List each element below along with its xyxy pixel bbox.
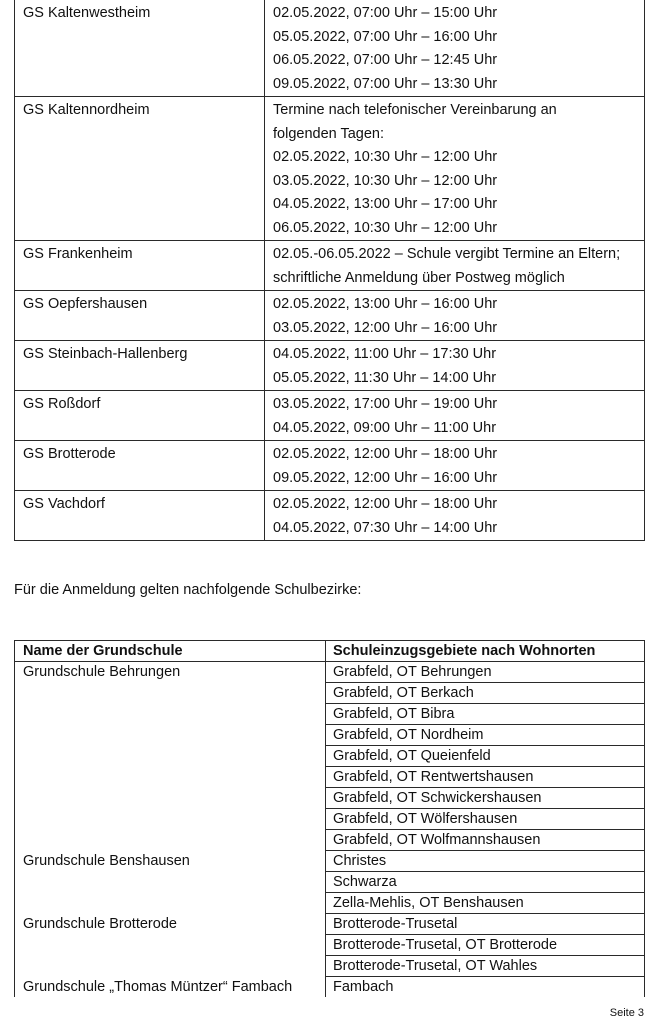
district-location: Grabfeld, OT Bibra (326, 704, 644, 725)
district-location: Grabfeld, OT Nordheim (326, 725, 644, 746)
district-row (15, 662, 644, 851)
district-row (15, 914, 644, 977)
district-row (15, 977, 644, 997)
appointment-line: schriftliche Anmeldung über Postweg möglich (273, 269, 565, 286)
schedule-row (15, 96, 644, 240)
school-district-table (14, 640, 645, 997)
district-table-body (15, 662, 644, 997)
district-school-name: Grundschule Behrungen (15, 662, 326, 851)
schedule-row (15, 490, 644, 540)
page-number: Seite 3 (609, 1007, 644, 1019)
appointment-line: 02.05.2022, 10:30 Uhr – 12:00 Uhr (273, 149, 498, 165)
district-location: Zella-Mehlis, OT Benshausen (326, 893, 644, 914)
appointment-schedule-table (14, 0, 645, 541)
school-name-cell: GS Frankenheim (15, 241, 265, 290)
district-location: Grabfeld, OT Schwickershausen (326, 788, 644, 809)
header-catchment-area: Schuleinzugsgebiete nach Wohnorten (333, 643, 596, 659)
district-location: Grabfeld, OT Wolfmannshausen (326, 830, 644, 851)
appointment-line: folgenden Tagen: (273, 125, 385, 142)
district-location: Grabfeld, OT Rentwertshausen (326, 767, 644, 788)
appointment-line: 02.05.2022, 07:00 Uhr – 15:00 Uhr (273, 5, 498, 21)
district-school-name: Grundschule Benshausen (15, 851, 326, 914)
district-locations (326, 851, 644, 914)
appointment-times-cell (265, 291, 644, 340)
appointment-line: 04.05.2022, 13:00 Uhr – 17:00 Uhr (273, 196, 498, 212)
district-location: Fambach (326, 977, 644, 997)
district-locations (326, 977, 644, 997)
schedule-row (15, 290, 644, 340)
school-name-cell: GS Kaltenwestheim (15, 0, 265, 96)
appointment-line: Termine nach telefonischer Vereinbarung an (273, 102, 557, 118)
district-location: Christes (326, 851, 644, 872)
district-locations (326, 662, 644, 851)
school-name-cell: GS Oepfershausen (15, 291, 265, 340)
appointment-times-cell (265, 491, 644, 540)
district-location: Schwarza (326, 872, 644, 893)
schedule-row (15, 440, 644, 490)
school-name-cell: GS Steinbach-Hallenberg (15, 341, 265, 390)
district-locations (326, 914, 644, 977)
appointment-line: 09.05.2022, 12:00 Uhr – 16:00 Uhr (273, 469, 498, 486)
appointment-line: 06.05.2022, 07:00 Uhr – 12:45 Uhr (273, 52, 498, 68)
appointment-line: 03.05.2022, 10:30 Uhr – 12:00 Uhr (273, 172, 498, 189)
district-school-name: Grundschule „Thomas Müntzer“ Fambach (15, 977, 326, 997)
school-name-cell: GS Brotterode (15, 441, 265, 490)
district-table-header (15, 641, 644, 662)
appointment-times-cell (265, 441, 644, 490)
school-name-cell: GS Kaltennordheim (15, 97, 265, 240)
appointment-line: 09.05.2022, 07:00 Uhr – 13:30 Uhr (273, 75, 498, 92)
appointment-line: 04.05.2022, 09:00 Uhr – 11:00 Uhr (273, 419, 497, 436)
district-intro-text: Für die Anmeldung gelten nachfolgende Schulbezirke: (14, 582, 362, 598)
appointment-line: 06.05.2022, 10:30 Uhr – 12:00 Uhr (273, 219, 498, 236)
district-location: Brotterode-Trusetal, OT Wahles (326, 956, 644, 977)
appointment-times-cell (265, 0, 644, 96)
schedule-row (15, 240, 644, 290)
appointment-line: 03.05.2022, 12:00 Uhr – 16:00 Uhr (273, 319, 498, 336)
appointment-line: 05.05.2022, 07:00 Uhr – 16:00 Uhr (273, 28, 498, 45)
appointment-times-cell (265, 97, 644, 240)
appointment-line: 04.05.2022, 11:00 Uhr – 17:30 Uhr (273, 346, 497, 362)
schedule-row (15, 340, 644, 390)
district-location: Grabfeld, OT Behrungen (326, 662, 644, 683)
appointment-times-cell (265, 391, 644, 440)
appointment-line: 04.05.2022, 07:30 Uhr – 14:00 Uhr (273, 519, 498, 536)
schedule-row (15, 390, 644, 440)
district-location: Brotterode-Trusetal (326, 914, 644, 935)
appointment-line: 05.05.2022, 11:30 Uhr – 14:00 Uhr (273, 369, 497, 386)
header-school-name: Name der Grundschule (15, 641, 326, 661)
appointment-times-cell (265, 341, 644, 390)
appointment-line: 03.05.2022, 17:00 Uhr – 19:00 Uhr (273, 396, 498, 412)
appointment-line: 02.05.2022, 13:00 Uhr – 16:00 Uhr (273, 296, 498, 312)
district-school-name: Grundschule Brotterode (15, 914, 326, 977)
district-location: Brotterode-Trusetal, OT Brotterode (326, 935, 644, 956)
appointment-line: 02.05.-06.05.2022 – Schule vergibt Termine an Eltern; (273, 246, 621, 262)
district-row (15, 851, 644, 914)
schedule-row (15, 0, 644, 96)
school-name-cell: GS Vachdorf (15, 491, 265, 540)
appointment-line: 02.05.2022, 12:00 Uhr – 18:00 Uhr (273, 496, 498, 512)
appointment-line: 02.05.2022, 12:00 Uhr – 18:00 Uhr (273, 446, 498, 462)
district-location: Grabfeld, OT Berkach (326, 683, 644, 704)
district-location: Grabfeld, OT Wölfershausen (326, 809, 644, 830)
district-location: Grabfeld, OT Queienfeld (326, 746, 644, 767)
appointment-times-cell (265, 241, 644, 290)
school-name-cell: GS Roßdorf (15, 391, 265, 440)
